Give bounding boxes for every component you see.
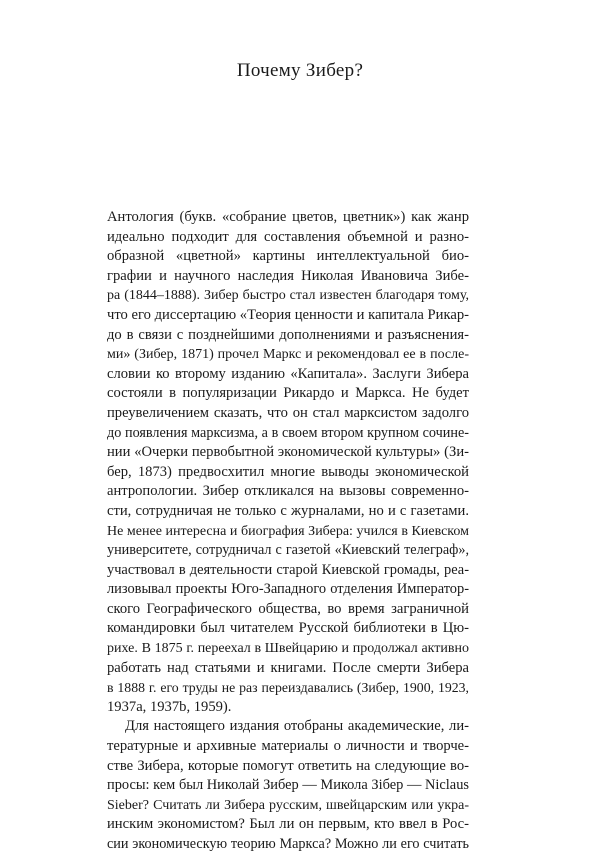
- text-line: командировки был читателем Русской библиотеки в Цю-: [107, 620, 469, 637]
- text-line: нии «Очерки первобытной экономической культуры» (Зи-: [107, 444, 469, 461]
- text-line: что его диссертацию «Теория ценности и капитала Рикар-: [107, 306, 469, 323]
- text-line: Sieber? Считать ли Зибера русским, швейцарским или укра-: [107, 797, 469, 813]
- text-line: преувеличением сказать, что он стал марксистом задолго: [107, 404, 469, 421]
- text-line: участвовал в деятельности старой Киевской громады, реа-: [107, 561, 469, 578]
- page-title: Почему Зибер?: [236, 60, 364, 81]
- text-line: ра (1844–1888). Зибер быстро стал известен благодаря тому,: [107, 288, 469, 304]
- text-line: ского Географического общества, во время заграничной: [107, 600, 469, 617]
- text-line: до в связи с позднейшими дополнениями и разъяснения-: [107, 326, 469, 343]
- text-line: сти, сотрудничая не только с журналами, но и с газетами.: [107, 502, 469, 519]
- text-line: тературные и архивные материалы о личности и творче-: [107, 738, 469, 755]
- text-line: словии ко второму изданию «Капитала». Заслуги Зибера: [107, 365, 469, 382]
- text-line: до появления марксизма, а в своем втором крупном сочине-: [107, 424, 469, 441]
- text-line: антропологии. Зибер откликался на вызовы современно-: [107, 483, 469, 500]
- text-line: графии и научного наследия Николая Ивановича Зибе-: [107, 267, 469, 284]
- text-line: в 1888 г. его труды не раз переиздавались (Зибер, 1900, 1923,: [107, 680, 469, 696]
- text-line: ми» (Зибер, 1871) прочел Маркс и рекомендовал ее в после-: [107, 347, 469, 363]
- text-line: Антология (букв. «собрание цветов, цветник») как жанр: [107, 209, 469, 225]
- text-line: университете, сотрудничал с газетой «Киевский телеграф»,: [107, 542, 469, 559]
- text-line: образной «цветной» картины интеллектуальной био-: [107, 248, 469, 265]
- paragraph-2: [107, 717, 469, 854]
- text-line: лизовывал проекты Юго-Западного отделения Император-: [107, 581, 469, 598]
- text-line: бер, 1873) предвосхитил многие выводы экономической: [107, 463, 469, 480]
- text-line: сии экономическую теорию Маркса? Можно ли его считать: [107, 836, 469, 852]
- text-line: работать над статьями и книгами. После смерти Зибера: [107, 659, 469, 676]
- text-line: инским экономистом? Был ли он первым, кто ввел в Рос-: [107, 816, 469, 833]
- text-line: стве Зибера, которые помогут ответить на следующие во-: [107, 757, 469, 774]
- text-line: Для настоящего издания отобраны академические, ли-: [125, 718, 469, 735]
- text-line: рихе. В 1875 г. переехал в Швейцарию и продолжал активно: [107, 641, 469, 657]
- text-line: 1937a, 1937b, 1959).: [107, 698, 232, 715]
- text-line: идеально подходит для составления объемной и разно-: [107, 228, 469, 245]
- body-text: [107, 208, 469, 855]
- text-line: Не менее интересна и биография Зибера: учился в Киевском: [107, 523, 469, 539]
- text-line: состояли в популяризации Рикардо и Маркса. Не будет: [107, 385, 469, 402]
- paragraph-1: [107, 208, 469, 717]
- text-line: просы: кем был Николай Зибер — Микола Зібер — Niclaus: [107, 777, 469, 794]
